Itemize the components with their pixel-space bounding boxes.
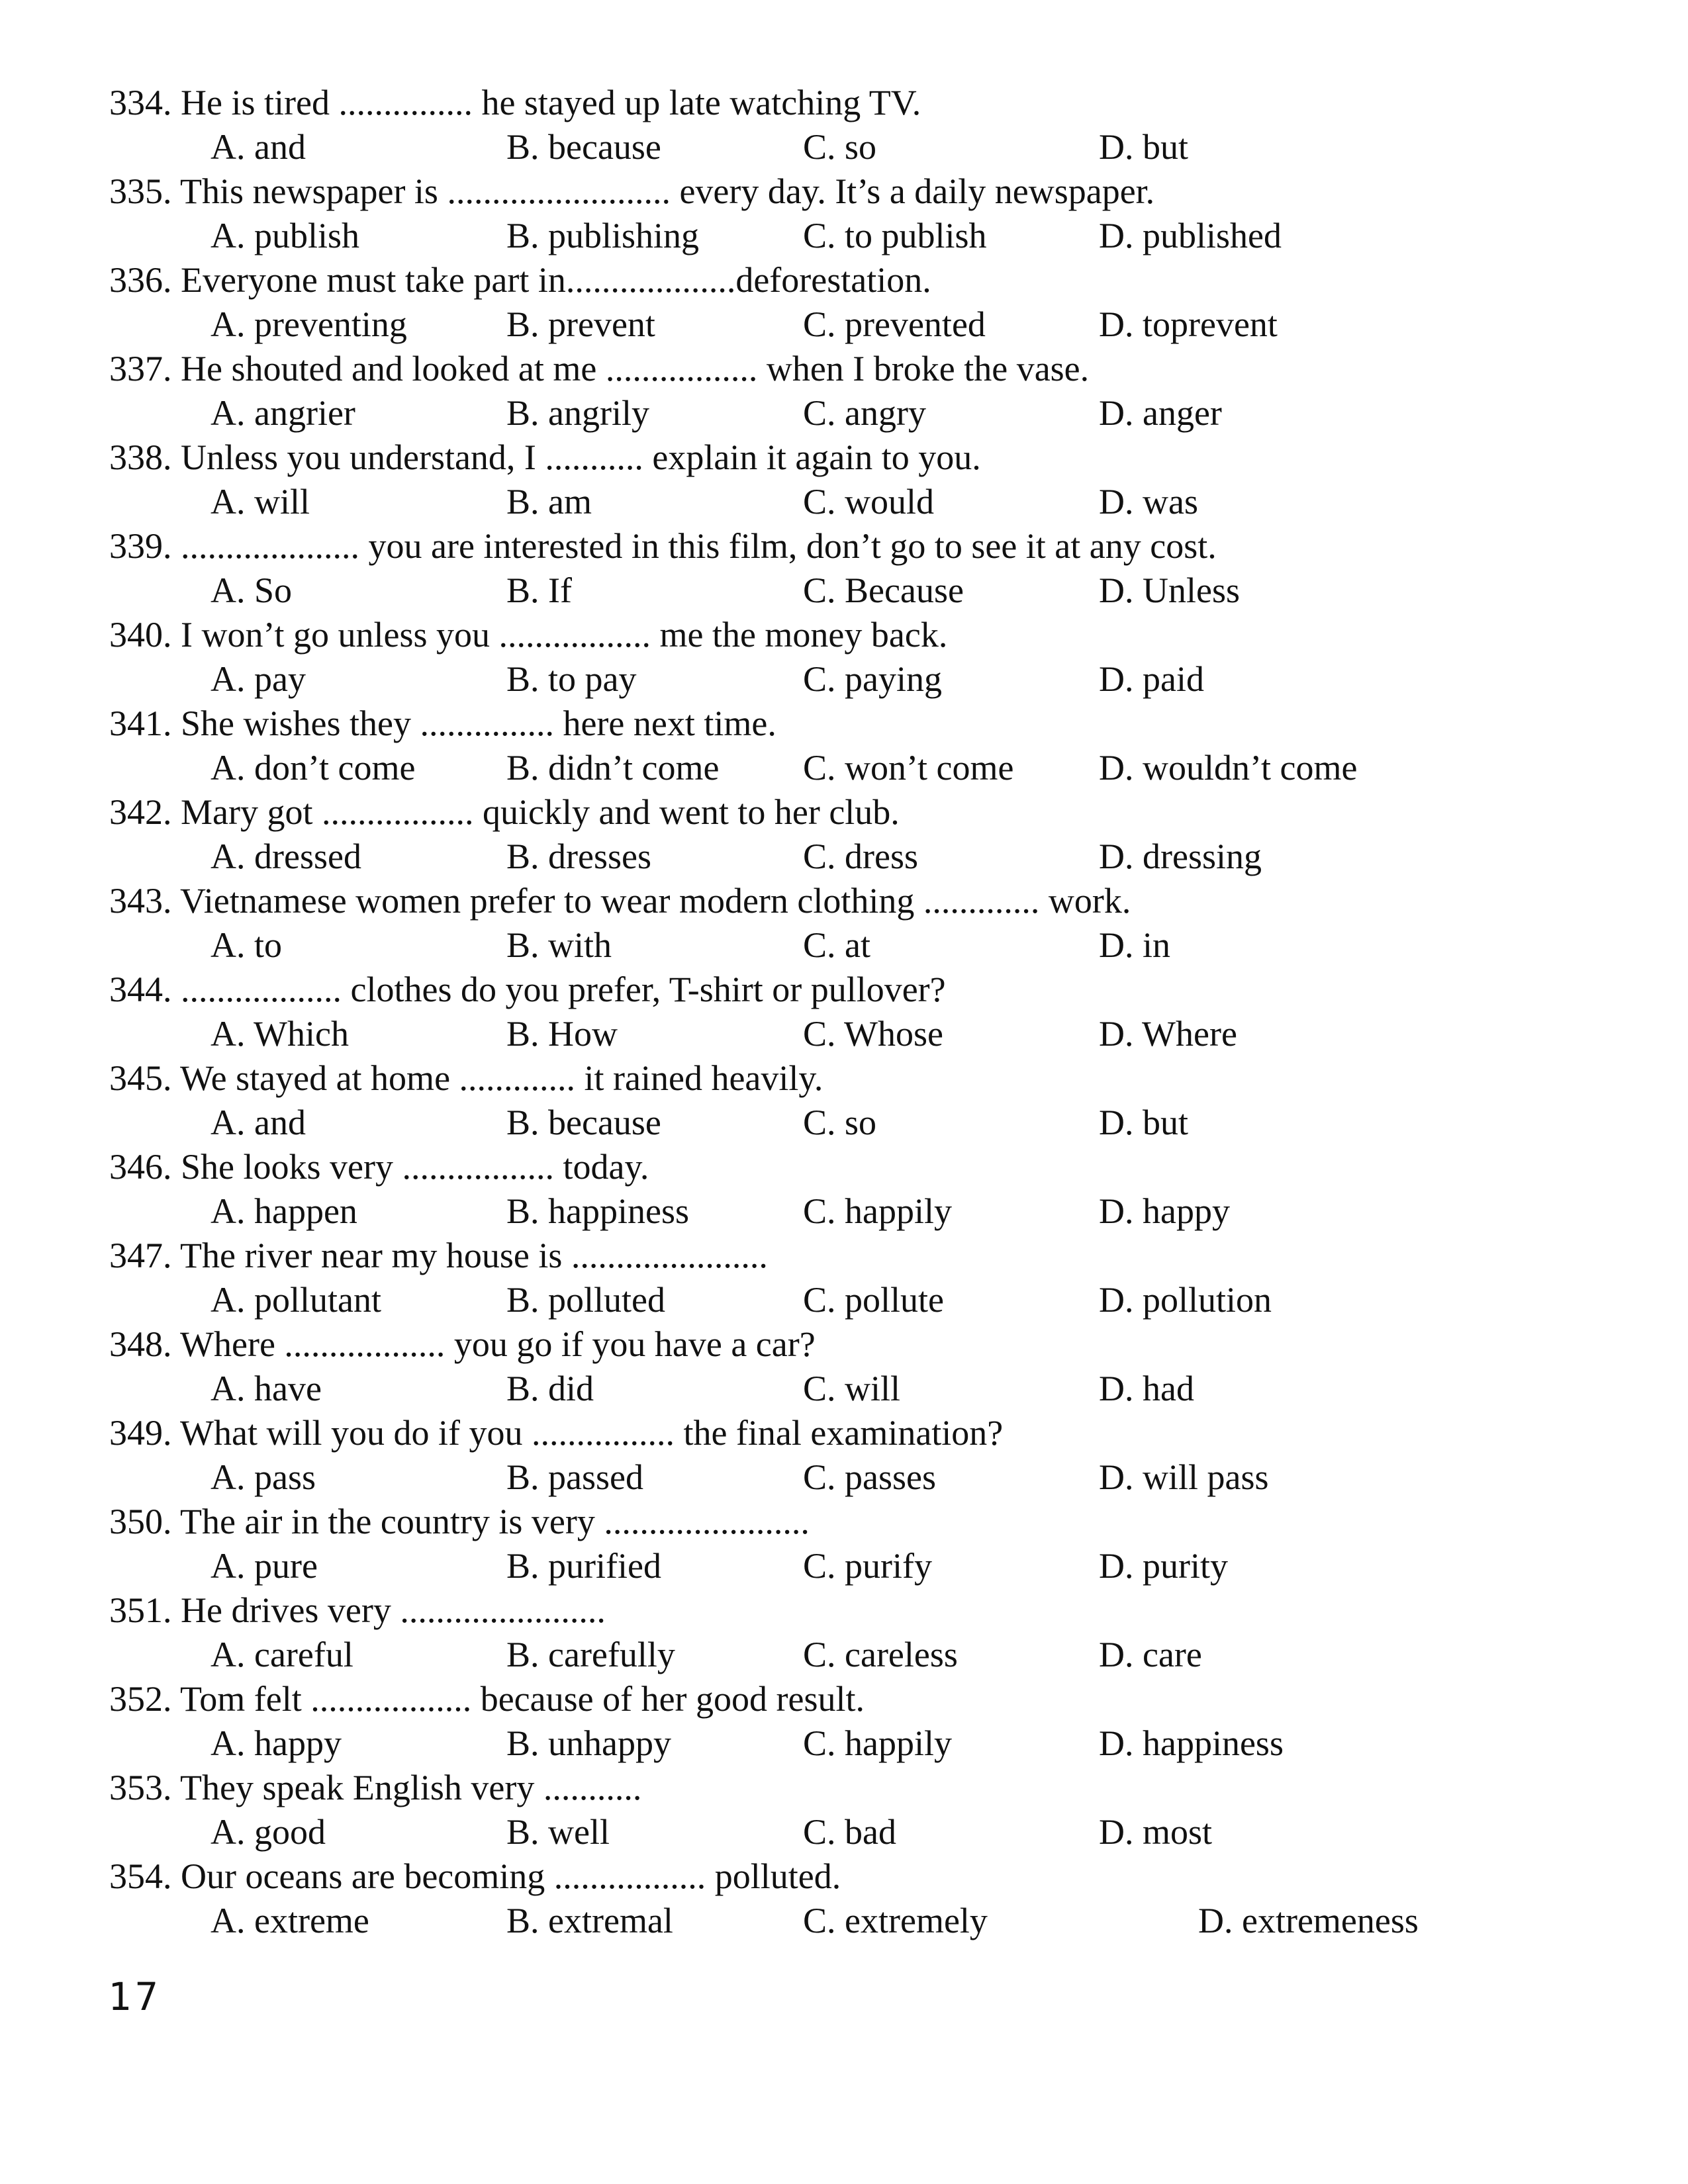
answer-option-d: D. most bbox=[1099, 1812, 1213, 1852]
question-text: 339. .................... you are interested in this film, don’t go to see it at any cost. bbox=[109, 526, 1217, 566]
question-text: 351. He drives very ....................... bbox=[109, 1590, 606, 1630]
answer-option-d: D. happiness bbox=[1099, 1723, 1284, 1763]
question-text: 350. The air in the country is very ....................... bbox=[109, 1502, 810, 1541]
answer-option-a: A. have bbox=[211, 1369, 322, 1408]
answer-option-d: D. happy bbox=[1099, 1191, 1230, 1231]
answer-option-c: C. extremely bbox=[803, 1901, 988, 1940]
answer-option-a: A. So bbox=[211, 570, 293, 610]
answer-option-b: B. How bbox=[506, 1014, 618, 1054]
answer-option-c: C. happily bbox=[803, 1723, 952, 1763]
answer-option-b: B. am bbox=[506, 482, 592, 522]
question-text: 347. The river near my house is ...................... bbox=[109, 1236, 768, 1275]
answer-option-a: A. and bbox=[211, 1103, 306, 1142]
answer-option-a: A. pollutant bbox=[211, 1280, 381, 1320]
answer-option-b: B. because bbox=[506, 127, 661, 167]
answer-option-a: A. extreme bbox=[211, 1901, 369, 1940]
answer-option-d: D. dressing bbox=[1099, 837, 1262, 876]
answer-option-b: B. purified bbox=[506, 1546, 661, 1586]
answer-option-b: B. passed bbox=[506, 1457, 643, 1497]
answer-option-b: B. publishing bbox=[506, 216, 700, 255]
answer-option-b: B. polluted bbox=[506, 1280, 665, 1320]
answer-option-d: D. paid bbox=[1099, 659, 1204, 699]
answer-option-c: C. purify bbox=[803, 1546, 932, 1586]
answer-option-b: B. carefully bbox=[506, 1635, 675, 1674]
answer-option-b: B. with bbox=[506, 925, 612, 965]
answer-option-d: D. wouldn’t come bbox=[1099, 748, 1358, 788]
question-text: 340. I won’t go unless you ................. me the money back. bbox=[109, 615, 948, 655]
answer-option-c: C. so bbox=[803, 127, 877, 167]
answer-option-d: D. was bbox=[1099, 482, 1198, 522]
answer-option-a: A. publish bbox=[211, 216, 360, 255]
answer-option-a: A. and bbox=[211, 127, 306, 167]
answer-option-b: B. did bbox=[506, 1369, 594, 1408]
answer-option-d: D. but bbox=[1099, 127, 1188, 167]
answer-option-a: A. don’t come bbox=[211, 748, 416, 788]
answer-option-d: D. published bbox=[1099, 216, 1282, 255]
answer-option-d: D. but bbox=[1099, 1103, 1188, 1142]
answer-option-b: B. well bbox=[506, 1812, 610, 1852]
answer-option-c: C. dress bbox=[803, 837, 918, 876]
answer-option-d: D. pollution bbox=[1099, 1280, 1272, 1320]
answer-option-d: D. Unless bbox=[1099, 570, 1240, 610]
answer-option-c: C. at bbox=[803, 925, 870, 965]
answer-option-b: B. happiness bbox=[506, 1191, 689, 1231]
question-text: 334. He is tired ............... he stayed up late watching TV. bbox=[109, 83, 921, 122]
answer-option-d: D. had bbox=[1099, 1369, 1194, 1408]
question-text: 343. Vietnamese women prefer to wear modern clothing ............. work. bbox=[109, 881, 1131, 921]
answer-option-a: A. will bbox=[211, 482, 310, 522]
question-text: 346. She looks very ................. today. bbox=[109, 1147, 649, 1187]
answer-option-c: C. paying bbox=[803, 659, 942, 699]
answer-option-c: C. angry bbox=[803, 393, 926, 433]
question-text: 341. She wishes they ............... here next time. bbox=[109, 704, 776, 743]
answer-option-c: C. passes bbox=[803, 1457, 936, 1497]
answer-option-c: C. Whose bbox=[803, 1014, 943, 1054]
question-text: 335. This newspaper is ......................... every day. It’s a daily newspaper. bbox=[109, 171, 1155, 211]
answer-option-b: B. If bbox=[506, 570, 572, 610]
answer-option-a: A. Which bbox=[211, 1014, 349, 1054]
answer-option-a: A. good bbox=[211, 1812, 326, 1852]
answer-option-d: D. anger bbox=[1099, 393, 1222, 433]
answer-option-a: A. dressed bbox=[211, 837, 361, 876]
answer-option-c: C. to publish bbox=[803, 216, 987, 255]
answer-option-a: A. careful bbox=[211, 1635, 353, 1674]
answer-option-c: C. pollute bbox=[803, 1280, 944, 1320]
answer-option-a: A. pass bbox=[211, 1457, 316, 1497]
answer-option-d: D. care bbox=[1099, 1635, 1202, 1674]
question-text: 353. They speak English very ........... bbox=[109, 1768, 642, 1807]
answer-option-a: A. pure bbox=[211, 1546, 318, 1586]
answer-option-a: A. happen bbox=[211, 1191, 357, 1231]
answer-option-b: B. unhappy bbox=[506, 1723, 671, 1763]
answer-option-d: D. Where bbox=[1099, 1014, 1237, 1054]
answer-option-b: B. dresses bbox=[506, 837, 651, 876]
question-text: 345. We stayed at home ............. it rained heavily. bbox=[109, 1058, 823, 1098]
answer-option-c: C. would bbox=[803, 482, 935, 522]
answer-option-b: B. to pay bbox=[506, 659, 637, 699]
answer-option-d: D. purity bbox=[1099, 1546, 1228, 1586]
question-text: 349. What will you do if you ................ the final examination? bbox=[109, 1413, 1004, 1453]
answer-option-c: C. won’t come bbox=[803, 748, 1014, 788]
question-text: 336. Everyone must take part in...................deforestation. bbox=[109, 260, 931, 300]
question-text: 338. Unless you understand, I ........... explain it again to you. bbox=[109, 437, 981, 477]
answer-option-c: C. prevented bbox=[803, 304, 986, 344]
answer-option-b: B. angrily bbox=[506, 393, 649, 433]
answer-option-c: C. will bbox=[803, 1369, 901, 1408]
answer-option-d: D. will pass bbox=[1099, 1457, 1269, 1497]
answer-option-c: C. Because bbox=[803, 570, 964, 610]
answer-option-a: A. preventing bbox=[211, 304, 407, 344]
answer-option-a: A. pay bbox=[211, 659, 306, 699]
question-text: 337. He shouted and looked at me ................. when I broke the vase. bbox=[109, 349, 1090, 388]
answer-option-a: A. happy bbox=[211, 1723, 342, 1763]
answer-option-d: D. in bbox=[1099, 925, 1170, 965]
question-text: 348. Where .................. you go if you have a car? bbox=[109, 1324, 816, 1364]
question-text: 352. Tom felt .................. because of her good result. bbox=[109, 1679, 865, 1719]
answer-option-d: D. toprevent bbox=[1099, 304, 1278, 344]
answer-option-b: B. didn’t come bbox=[506, 748, 720, 788]
answer-option-b: B. prevent bbox=[506, 304, 655, 344]
answer-option-c: C. happily bbox=[803, 1191, 952, 1231]
answer-option-d: D. extremeness bbox=[1198, 1901, 1419, 1940]
question-text: 344. .................. clothes do you prefer, T-shirt or pullover? bbox=[109, 970, 946, 1009]
page-number: 17 bbox=[108, 1974, 162, 2019]
answer-option-a: A. angrier bbox=[211, 393, 355, 433]
answer-option-c: C. bad bbox=[803, 1812, 896, 1852]
answer-option-c: C. careless bbox=[803, 1635, 958, 1674]
answer-option-a: A. to bbox=[211, 925, 282, 965]
question-text: 354. Our oceans are becoming ................. polluted. bbox=[109, 1856, 841, 1896]
answer-option-c: C. so bbox=[803, 1103, 877, 1142]
question-text: 342. Mary got ................. quickly and went to her club. bbox=[109, 792, 900, 832]
answer-option-b: B. because bbox=[506, 1103, 661, 1142]
answer-option-b: B. extremal bbox=[506, 1901, 673, 1940]
